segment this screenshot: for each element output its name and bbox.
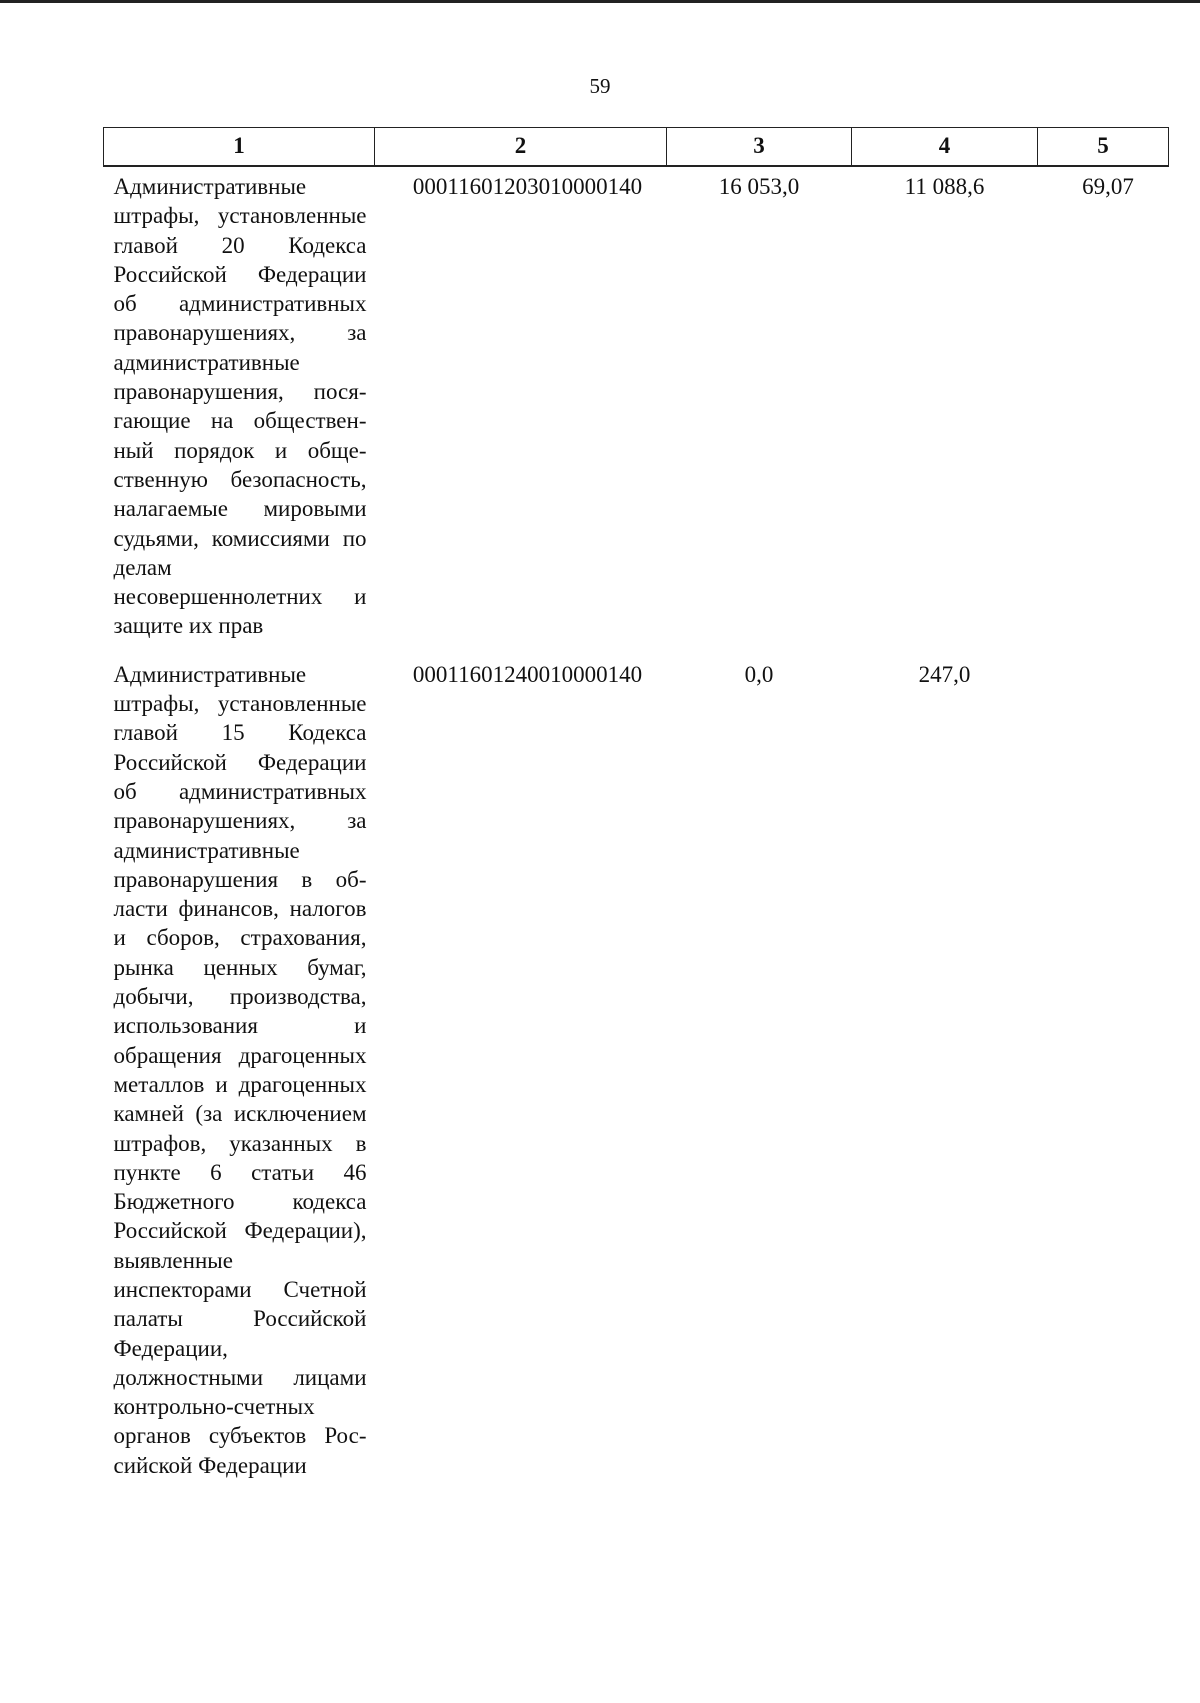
row-value-col4: 11 088,6 (904, 174, 985, 199)
column-header-2: 2 (375, 128, 667, 167)
table-row (104, 655, 1169, 1494)
budget-table (103, 127, 1168, 1494)
row-value-col4: 247,0 (918, 661, 971, 687)
row-value-col3: 0,0 (744, 661, 774, 687)
column-header-1: 1 (104, 128, 375, 167)
row-classification-code: 00011601203010000140 (412, 174, 643, 199)
table-row (104, 166, 1169, 655)
row-value-col5: 69,07 (1082, 174, 1134, 199)
column-header-4: 4 (852, 128, 1038, 167)
row-value-col3: 16 053,0 (718, 174, 800, 199)
row-description: Административные штрафы, установленные главой 15 Кодекса Российской Федерации об административных правонарушениях, за административные правонарушения в области финансов, налогов и сборов, страхования, рынка ценных бумаг, добычи, производства, использования и обращения драгоценных металлов и драгоценных камней (за исключением штрафов, указанных в пункте 6 статьи 46 Бюджетного кодекса Российской Федерации), выявленные инспекторами Счетной палаты Российской Федерации, должностными лицами контрольно-счетных органов субъектов Российской Федерации (113, 661, 367, 1478)
column-header-3: 3 (667, 128, 852, 167)
table-header-row (104, 128, 1169, 167)
page-top-border (0, 0, 1200, 3)
column-header-5: 5 (1038, 128, 1169, 167)
row-description: Административные штрафы, установленные главой 20 Кодекса Российской Федерации об административных правонарушениях, за административные правонарушения, посягающие на общественный порядок и общественную безопасность, налагаемые мировыми судьями, комиссиями по делам несовершеннолетних и защите их прав (113, 174, 367, 639)
page-number: 59 (589, 74, 611, 98)
row-value-col5 (1038, 655, 1169, 1494)
row-classification-code: 00011601240010000140 (412, 661, 643, 687)
